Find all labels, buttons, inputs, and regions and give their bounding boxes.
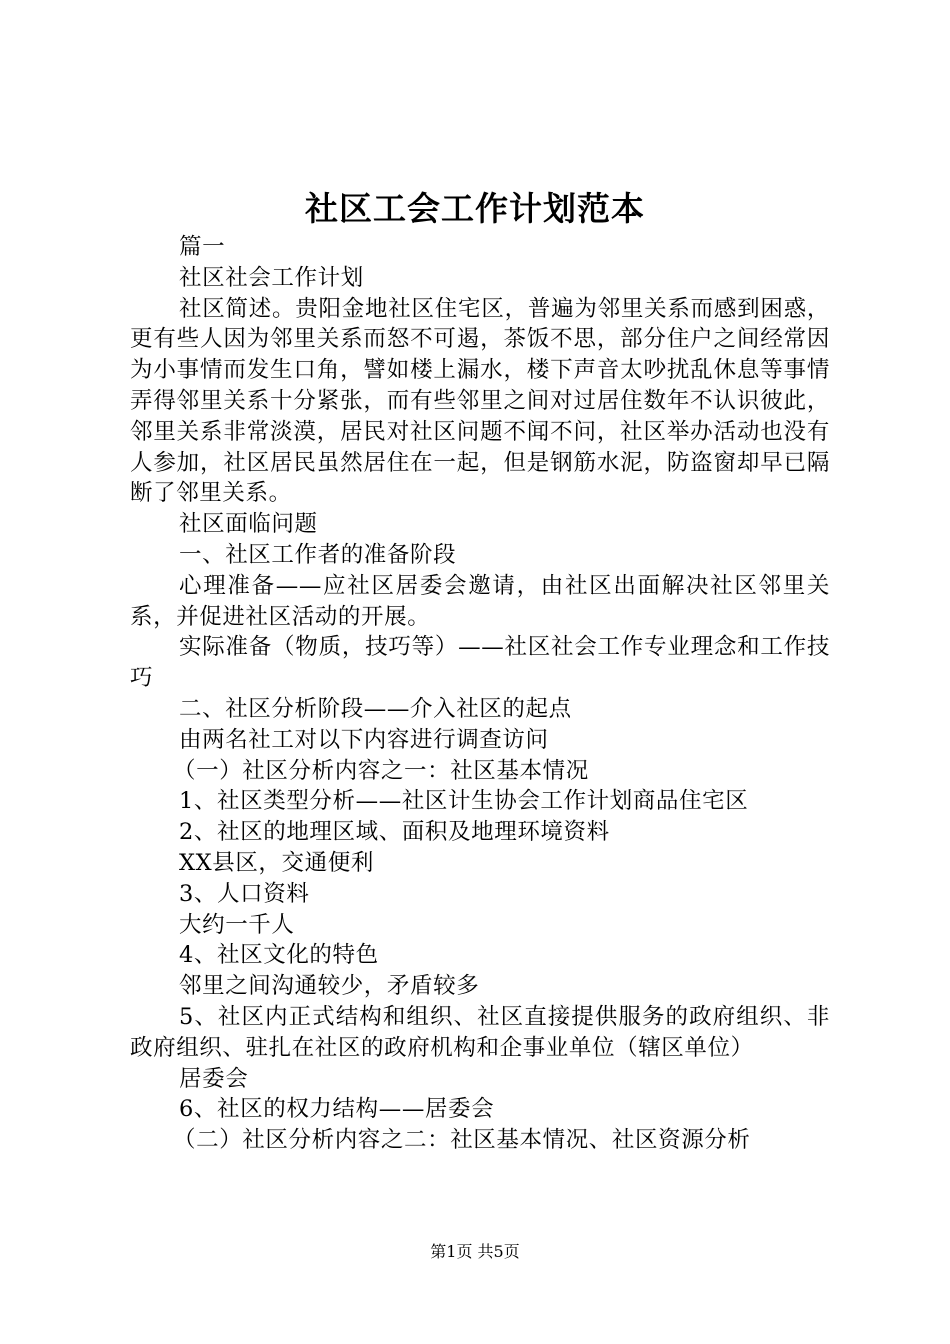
paragraph: 一、社区工作者的准备阶段 [179,541,457,568]
paragraph: 社区面临问题 [179,511,318,538]
paragraph: 大约一千人 [179,911,295,938]
document-title: 社区工会工作计划范本 [305,189,645,228]
paragraph: 1、社区类型分析——社区计生协会工作计划商品住宅区 [179,788,749,815]
paragraph: 篇一 [179,234,226,260]
paragraph: 心理准备——应社区居委会邀请，由社区出面解决社区邻里关系，并促进社区活动的开展。 [130,572,830,630]
paragraph: （二）社区分析内容之二：社区基本情况、社区资源分析 [173,1127,751,1154]
paragraph: 5、社区内正式结构和组织、社区直接提供服务的政府组织、非政府组织、驻扎在社区的政府机构和企事业单位（辖区单位） [130,1003,830,1061]
paragraph: 4、社区文化的特色 [179,942,379,969]
paragraph: 居委会 [179,1065,249,1092]
paragraph: 社区简述。贵阳金地社区住宅区，普遍为邻里关系而感到困惑，更有些人因为邻里关系而怒不可遏，茶饭不思，部分住户之间经常因为小事情而发生口角，譬如楼上漏水，楼下声音太吵扰乱休息等事情弄得邻里关系十分紧张，而有些邻里之间对过居住数年不认识彼此，邻里关系非常淡漠，居民对社区问题不闻不问，社区举办活动也没有人参加，社区居民虽然居住在一起，但是钢筋水泥，防盗窗却早已隔断了邻里关系。 [130,295,830,507]
paragraph: 社区社会工作计划 [179,264,364,291]
paragraph: 3、人口资料 [179,880,310,907]
paragraph: 2、社区的地理区域、面积及地理环境资料 [179,819,610,846]
paragraph: 二、社区分析阶段——介入社区的起点 [179,695,572,722]
paragraph: （一）社区分析内容之一：社区基本情况 [173,757,589,784]
document-body [130,232,830,1156]
paragraph: XX县区，交通便利 [179,849,374,876]
paragraph: 邻里之间沟通较少，矛盾较多 [179,973,480,1000]
paragraph: 由两名社工对以下内容进行调查访问 [179,726,549,753]
page-footer: 第1页 共5页 [430,1242,520,1261]
paragraph: 6、社区的权力结构——居委会 [179,1096,495,1123]
paragraph: 实际准备（物质，技巧等）——社区社会工作专业理念和工作技巧 [130,634,830,692]
